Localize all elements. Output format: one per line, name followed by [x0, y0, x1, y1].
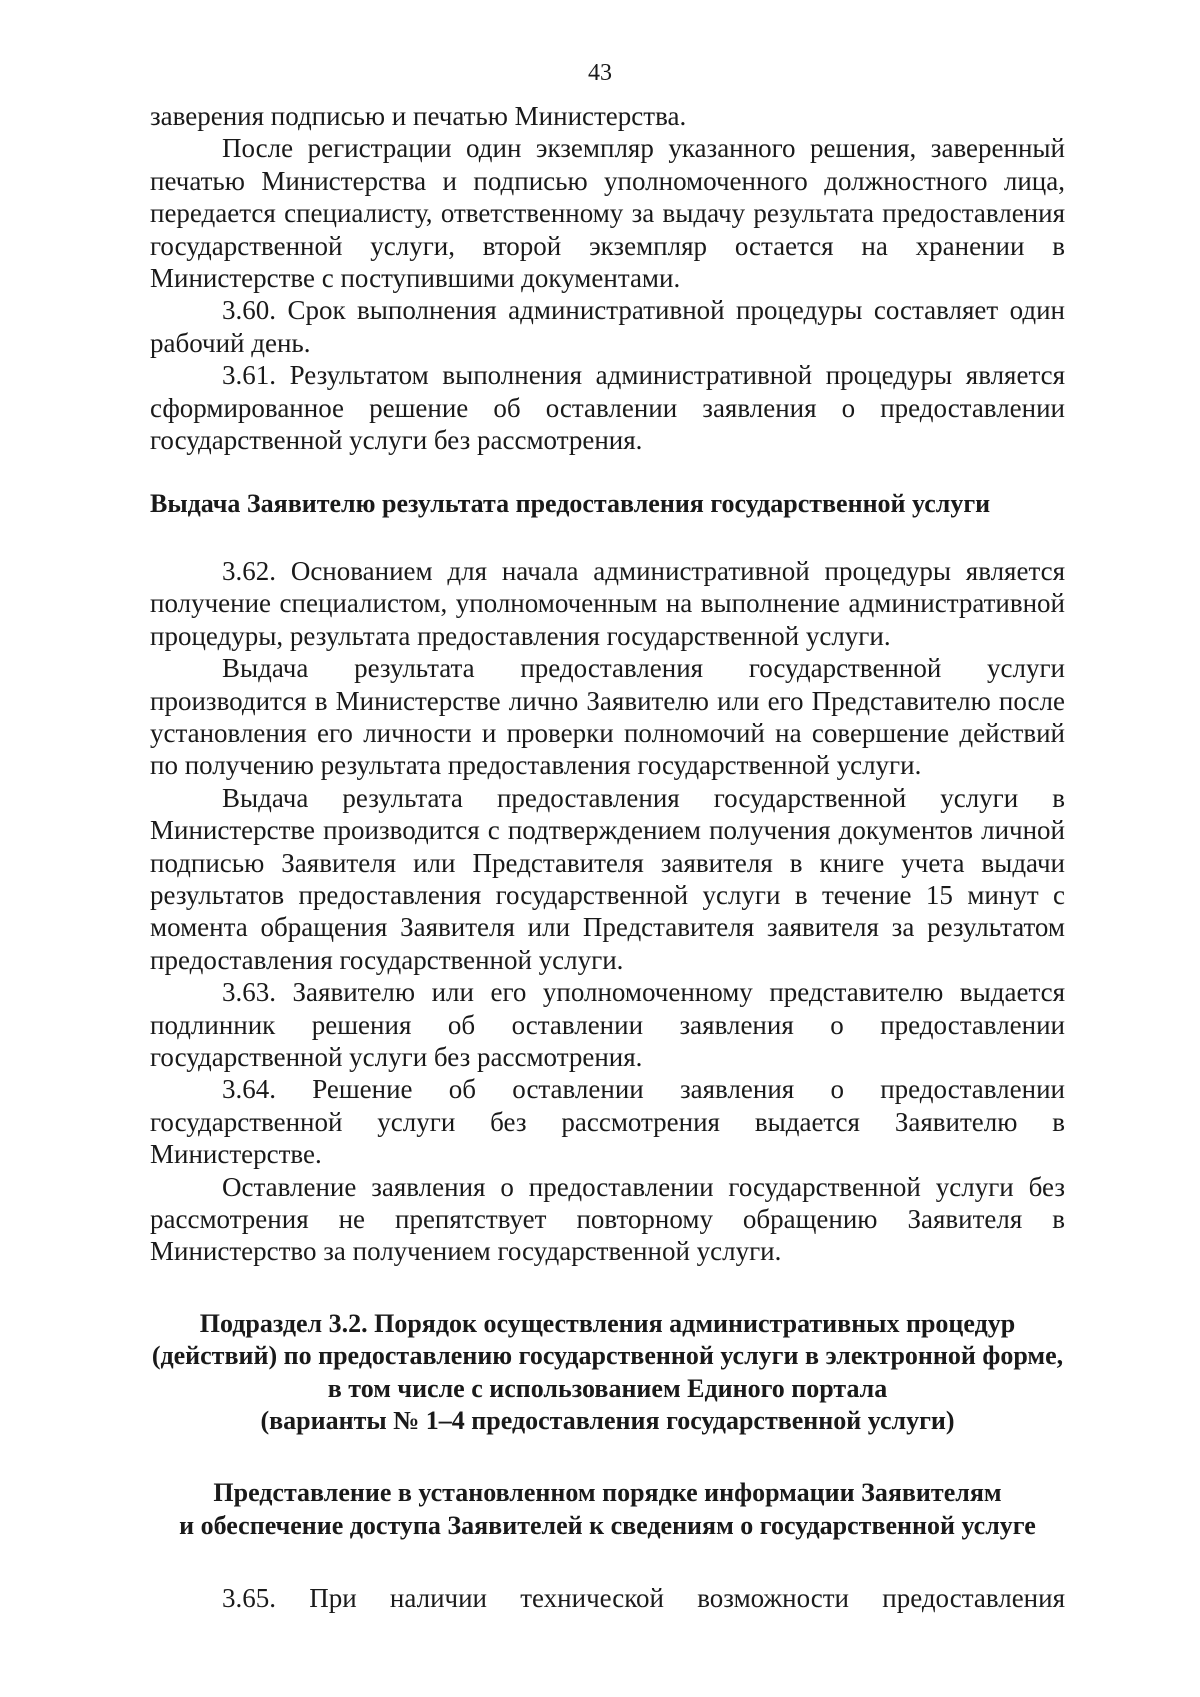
- paragraph: 3.60. Срок выполнения административной процедуры составляет один рабочий день.: [150, 295, 1065, 358]
- section-heading-line: Представление в установленном порядке информации Заявителям: [213, 1478, 1002, 1508]
- paragraph: После регистрации один экземпляр указанного решения, заверенный печатью Министерства и подписью уполномоченного должностного лица, передается специалисту, ответственному за выдачу результата предоставления государственной услуги, второй экземпляр остается на хранении в Министерстве с поступившими документами.: [150, 133, 1065, 294]
- section-heading: [150, 1477, 1065, 1542]
- subsection-heading-line: (варианты № 1–4 предоставления государственной услуги): [260, 1406, 955, 1436]
- paragraph: 3.65. При наличии технической возможности предоставления: [222, 1583, 1065, 1614]
- subsection-heading-line: Подраздел 3.2. Порядок осуществления административных процедур: [199, 1308, 1016, 1338]
- paragraph: 3.62. Основанием для начала административной процедуры является получение специалистом, уполномоченным на выполнение административной процедуры, результата предоставления государственной услуги.: [150, 555, 1065, 651]
- page-number: 43: [588, 60, 612, 86]
- paragraph: 3.61. Результатом выполнения административной процедуры является сформированное решение об оставлении заявления о предоставлении государственной услуги без рассмотрения.: [150, 360, 1065, 456]
- subsection-heading-line: (действий) по предоставлению государственной услуги в электронной форме,: [151, 1341, 1064, 1371]
- paragraph: 3.63. Заявителю или его уполномоченному представителю выдается подлинник решения об оставлении заявления о предоставлении государственной услуги без рассмотрения.: [150, 977, 1065, 1072]
- paragraph: Выдача результата предоставления государственной услуги производится в Министерстве лично Заявителю или его Представителю после установления его личности и проверки полномочий на совершение действий по получению результата предоставления государственной услуги.: [150, 653, 1065, 781]
- subsection-heading-line: в том числе с использованием Единого портала: [327, 1373, 888, 1403]
- paragraph: Оставление заявления о предоставлении государственной услуги без рассмотрения не препятствует повторному обращению Заявителя в Министерство за получением государственной услуги.: [150, 1171, 1065, 1267]
- paragraph: Выдача результата предоставления государственной услуги в Министерстве производится с подтверждением получения документов личной подписью Заявителя или Представителя заявителя в книге учета выдачи результатов предоставления государственной услуги в течение 15 минут с момента обращения Заявителя или Представителя заявителя за результатом предоставления государственной услуги.: [150, 782, 1065, 975]
- section-heading: Выдача Заявителю результата предоставления государственной услуги: [150, 489, 991, 519]
- document-body: [150, 100, 1065, 1615]
- subsection-heading: [150, 1308, 1065, 1438]
- paragraph: 3.64. Решение об оставлении заявления о предоставлении государственной услуги без рассмотрения выдается Заявителю в Министерстве.: [150, 1074, 1065, 1170]
- section-heading-line: и обеспечение доступа Заявителей к сведениям о государственной услуге: [179, 1510, 1036, 1540]
- paragraph: заверения подписью и печатью Министерства.: [150, 101, 687, 131]
